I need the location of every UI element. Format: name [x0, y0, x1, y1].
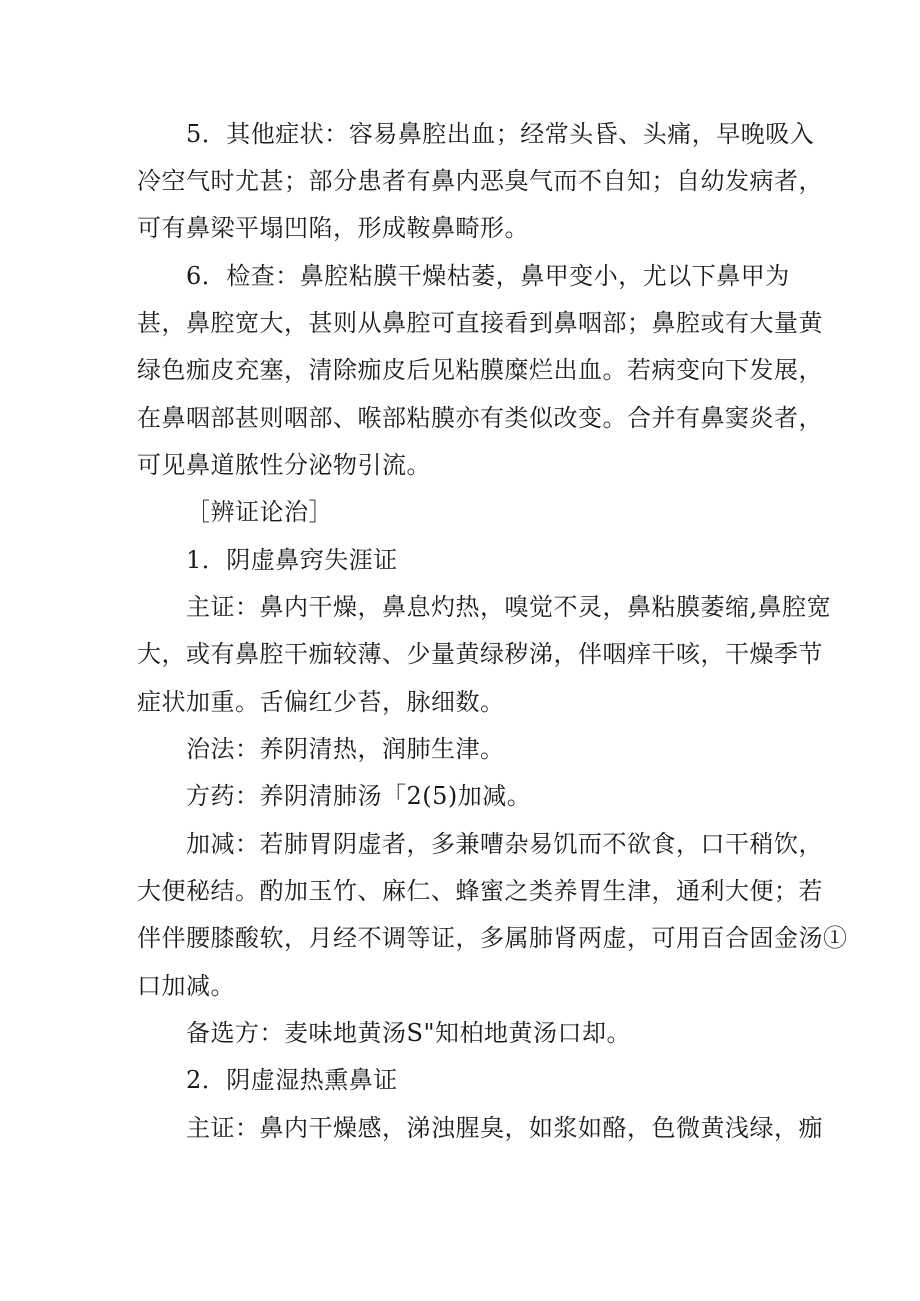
paragraph-line: 5．其他症状：容易鼻腔出血；经常头昏、头痛，早晚吸入 [186, 120, 815, 148]
paragraph-line: 伴伴腰膝酸软，月经不调等证，多属肺肾两虚，可用百合固金汤① [137, 924, 848, 952]
paragraph-line: 甚，鼻腔宽大，甚则从鼻腔可直接看到鼻咽部；鼻腔或有大量黄 [137, 309, 823, 337]
paragraph-line: 加减：若肺胃阴虚者，多兼嘈杂易饥而不欲食，口干稍饮， [186, 830, 823, 858]
paragraph-line: 6．检查：鼻腔粘膜干燥枯萎，鼻甲变小，尤以下鼻甲为 [186, 262, 790, 290]
paragraph-line: 主证：鼻内干燥感，涕浊腥臭，如浆如酪，色微黄浅绿，痂 [186, 1114, 823, 1142]
paragraph-line: 症状加重。舌偏红少苔，脉细数。 [137, 688, 505, 716]
section-heading: ［辨证论治］ [186, 498, 333, 526]
paragraph-line: 方药：养阴清肺汤「2(5)加减。 [186, 782, 532, 810]
paragraph-line: 可见鼻道脓性分泌物引流。 [137, 451, 431, 479]
paragraph-line: 大，或有鼻腔干痂较薄、少量黄绿秽涕，伴咽痒干咳，干燥季节 [137, 640, 823, 668]
paragraph-line: 治法：养阴清热，润肺生津。 [186, 735, 505, 763]
paragraph-line: 主证：鼻内干燥，鼻息灼热，嗅觉不灵，鼻粘膜萎缩,鼻腔宽 [186, 593, 832, 621]
paragraph-line: 在鼻咽部甚则咽部、喉部粘膜亦有类似改变。合并有鼻窦炎者， [137, 404, 823, 432]
subsection-heading: 2．阴虚湿热熏鼻证 [186, 1066, 398, 1094]
paragraph-line: 大便秘结。酌加玉竹、麻仁、蜂蜜之类养胃生津，通利大便；若 [137, 877, 823, 905]
paragraph-line: 口加减。 [137, 972, 235, 1000]
paragraph-line: 可有鼻梁平塌凹陷，形成鞍鼻畸形。 [137, 214, 529, 242]
paragraph-line: 备选方：麦味地黄汤S"知柏地黄汤口却。 [186, 1019, 631, 1047]
paragraph-line: 冷空气时尤甚；部分患者有鼻内恶臭气而不自知；自幼发病者， [137, 167, 823, 195]
subsection-heading: 1．阴虚鼻窍失涯证 [186, 546, 398, 574]
paragraph-line: 绿色痂皮充塞，清除痂皮后见粘膜糜烂出血。若病变向下发展， [137, 356, 823, 384]
